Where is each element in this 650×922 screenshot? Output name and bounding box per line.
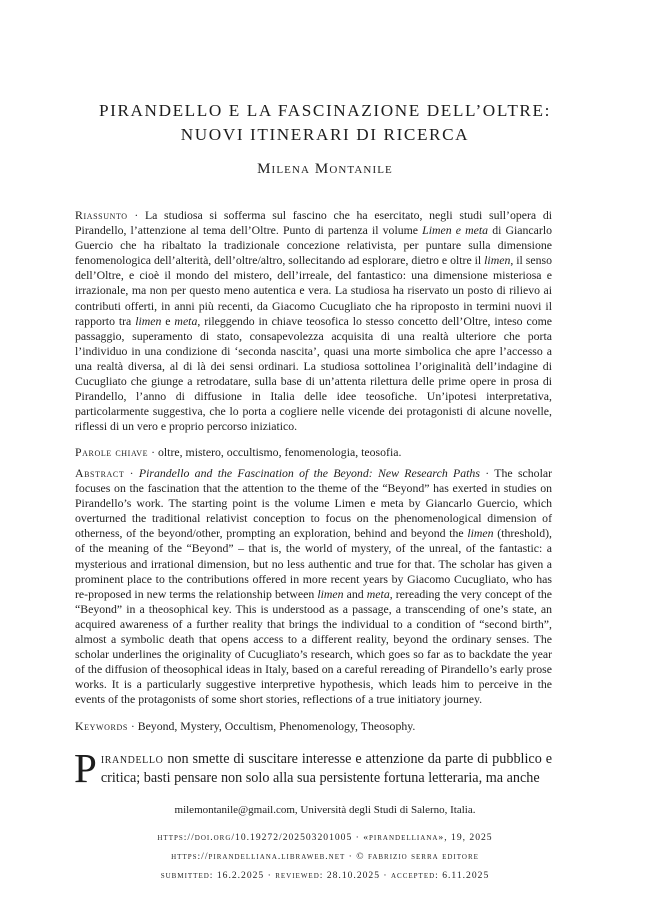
abstract-text: e [161,313,175,328]
abstract-text: (threshold), of the meaning of the “Beyond” – that is, the world of mystery, of the unreal, of the fantastic: a mysterious and irrational dimension, but no less authentic and true for that. The scholar has given a prominent place to the contributions offered in more recent years by Giacomo Cucugliato, who has re-proposed in new terms the relationship between [75,526,552,601]
author-affiliation: milemontanile@gmail.com, Università degli Studi di Salerno, Italia. [174,804,476,816]
abstract-text: La studiosa si sofferma sul fascino che ha esercitato, negli studi sull’opera di Pirandello, l’attenzione al tema dell’Oltre. Punto di partenza il volume [75,208,553,238]
abstract-italian [75,208,552,434]
title-line-1: PIRANDELLO E LA FASCINAZIONE DELL’OLTRE: [99,101,551,120]
keywords-italian-label: Parole chiave [75,445,149,459]
separator: · [124,466,139,480]
abstract-text: di Giancarlo Guercio che ha ribaltato la tradizionale concezione relativista, per puntare sulla dimensione fenomenologica dell’alterità, dell’oltre/altro, sollecitando ad esplorare, dietro e oltre il [75,223,553,268]
italic-term: meta [366,586,390,601]
italic-term: Limen e meta [422,223,489,238]
abstract-english-label: Abstract [75,466,125,480]
article-title [60,99,590,147]
abstract-text: , il senso dell’Oltre, e cioè il mondo del mistero, dell’irreale, del fantastico: una dimensione misteriosa e irrazionale, ma non per questo meno autentica e vera. La studiosa ha riservato un posto di rilievo ai contributi offerti, in anni più recenti, da Giacomo Cucugliato che ha riproposto in termini nuovi il rapporto tra [75,253,552,328]
abstract-text: , rereading the very concept of the “Beyond” in a theosophical key. This is understood as a passage, a transcending of one’s state, an acquired awareness of a further reality that brings the individual to a condition of “second birth”, almost a symbolic death that opens access to a different reality, beyond the ordinary senses. The scholar underlines the originality of Cucugliato’s research, which goes so far as to backdate the year of the diffusion of theosophical ideas in Italy, based on a careful rereading of Pirandello’s early prose works. It is a particularly suggestive interpretive hypothesis, which leads him to perceive in the events of the protagonists of some short stories, reflections of a true initiatory journey. [75,586,552,707]
english-title: Pirandello and the Fascination of the Beyond: New Research Paths [138,466,480,480]
separator: · [127,208,145,222]
keywords-english [75,719,552,734]
separator: · [148,445,158,459]
keywords-english-label: Keywords [75,719,128,733]
drop-cap: P [74,745,97,791]
abstract-text: and [343,586,367,601]
journal-url-line: https://pirandelliana.libraweb.net · © fabrizio serra editore [171,851,479,862]
separator: · [127,719,138,733]
abstract-text: , rileggendo in chiave teosofica lo stesso concetto dell’Oltre, inteso come passaggio, superamento di stato, consapevolezza acquisita di una realtà ulteriore che porta l’individuo in una condizione di ‘seconda nascita’, quasi una morte simbolica che apre l’accesso a una realtà diversa, al di là dei sensi ordinari. La studiosa sottolinea l’originalità dell’indagine di Cucugliato che giunge a retrodatare, sulla base di un’attenta rilettura delle prime opere in prosa di Pirandello, l’anno di diffusione in Italia delle idee teosofiche. Un’ipotesi interpretativa, particolarmente suggestiva, che lo porta a cogliere nelle vicende dei protagonisti di alcune novelle, riflessi di un vero e proprio percorso iniziatico. [75,313,553,434]
abstract-text: · The scholar focuses on the fascination that the attention to the theme of the “Beyond” has exerted in studies on Pirandello’s work. The starting point is the volume Limen e meta by Giancarlo Guercio, which overturned the traditional relativist conception to focus on the phenomenological dimension of otherness, of the beyond/other, prompting an exploration, behind and beyond the [75,466,553,541]
abstract-italian-label: Riassunto [75,208,128,222]
lead-in: irandello [100,751,164,767]
author-name: Milena Montanile [257,161,393,177]
keywords-italian [75,445,552,460]
keywords-text: Beyond, Mystery, Occultism, Phenomenology, Theosophy. [137,719,416,733]
italic-term: limen [467,526,494,541]
title-line-2: NUOVI ITINERARI DI RICERCA [180,125,470,144]
body-paragraph [74,745,552,791]
body-text: non smette di suscitare interesse e attenzione da parte di pubblico e critica; basti pensare non solo alla sua persistente fortuna letteraria, ma anche [100,751,552,786]
abstract-english [75,466,552,708]
italic-term: limen [484,253,511,268]
italic-term: limen [135,313,162,328]
italic-term: limen [317,586,344,601]
italic-term: meta [174,313,198,328]
review-dates-line: submitted: 16.2.2025 · reviewed: 28.10.2025 · accepted: 6.11.2025 [160,870,490,881]
keywords-text: oltre, mistero, occultismo, fenomenologia, teosofia. [158,445,402,459]
doi-line: https://doi.org/10.19272/202503201005 · «pirandelliana», 19, 2025 [157,832,493,843]
